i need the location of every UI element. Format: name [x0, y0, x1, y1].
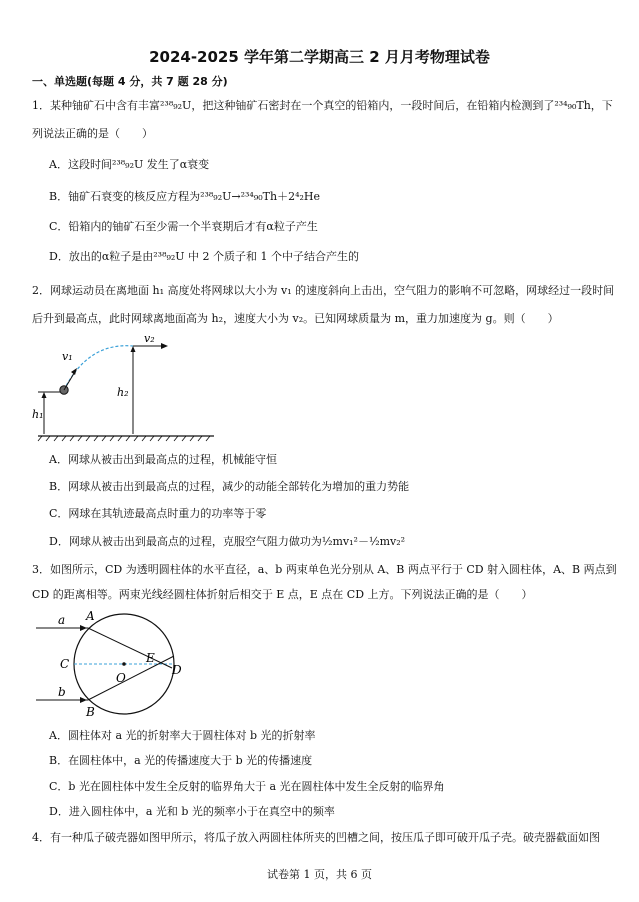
- q3-label-B: B: [86, 705, 95, 719]
- q3-figure: [30, 606, 200, 720]
- q3-option-a: A．圆柱体对 a 光的折射率大于圆柱体对 b 光的折射率: [49, 729, 316, 742]
- q3-option-c: C．b 光在圆柱体中发生全反射的临界角大于 a 光在圆柱体中发生全反射的临界角: [49, 780, 445, 793]
- q1-option-b: B．铀矿石衰变的核反应方程为²³⁸₉₂U→²³⁴₉₀Th＋2⁴₂He: [49, 190, 321, 203]
- page-footer: 试卷第 1 页，共 6 页: [267, 868, 372, 881]
- q2-option-d: D．网球从被击出到最高点的过程，克服空气阻力做功为½mv₁²－½mv₂²: [49, 535, 406, 548]
- q2-stem-line1: 2．网球运动员在离地面 h₁ 高度处将网球以大小为 v₁ 的速度斜向上击出，空气阻力的影响不可忽略，网球经过一段时间: [32, 284, 615, 297]
- q3-label-D: D: [172, 663, 182, 677]
- q3-option-b: B．在圆柱体中，a 光的传播速度大于 b 光的传播速度: [49, 754, 313, 767]
- q1-option-c: C．铅箱内的铀矿石至少需一个半衰期后才有α粒子产生: [49, 220, 318, 233]
- q1-option-a: A．这段时间²³⁸₉₂U 发生了α衰变: [49, 158, 210, 171]
- q3-stem-line1: 3．如图所示，CD 为透明圆柱体的水平直径，a、b 两束单色光分别从 A、B 两点平行于 CD 射入圆柱体，A、B 两点到: [32, 563, 617, 576]
- q2-option-a: A．网球从被击出到最高点的过程，机械能守恒: [49, 453, 277, 466]
- q2-option-b: B．网球从被击出到最高点的过程，减少的动能全部转化为增加的重力势能: [49, 480, 410, 493]
- page-title: 2024-2025 学年第二学期高三 2 月月考物理试卷: [149, 48, 490, 66]
- q4-stem-line1: 4．有一种瓜子破壳器如图甲所示，将瓜子放入两圆柱体所夹的凹槽之间，按压瓜子即可破开瓜子壳。破壳器截面如图: [32, 831, 600, 844]
- q2-label-h1: h₁: [32, 408, 44, 421]
- q2-figure: [28, 330, 228, 442]
- q1-stem-line2: 列说法正确的是（ ）: [32, 127, 153, 140]
- q3-label-A: A: [86, 609, 95, 623]
- q2-label-h2: h₂: [117, 386, 129, 399]
- section-heading: 一、单选题(每题 4 分，共 7 题 28 分): [32, 75, 228, 88]
- q2-stem-line2: 后升到最高点，此时网球离地面高为 h₂，速度大小为 v₂。已知网球质量为 m，重力加速度为 g。则（ ）: [32, 312, 559, 325]
- q2-label-v1: v₁: [62, 350, 73, 363]
- q2-option-c: C．网球在其轨迹最高点时重力的功率等于零: [49, 507, 267, 520]
- q3-label-O: O: [116, 671, 126, 685]
- q3-label-a: a: [58, 613, 66, 627]
- q3-label-b: b: [58, 685, 66, 699]
- q1-option-d: D．放出的α粒子是由²³⁸₉₂U 中 2 个质子和 1 个中子结合产生的: [49, 250, 360, 263]
- q3-option-d: D．进入圆柱体中，a 光和 b 光的频率小于在真空中的频率: [49, 805, 335, 818]
- q1-stem-line1: 1．某种铀矿石中含有丰富²³⁸₉₂U，把这种铀矿石密封在一个真空的铅箱内，一段时间后，在铅箱内检测到了²³⁴₉₀Th，下: [32, 99, 613, 112]
- q2-label-v2: v₂: [144, 332, 155, 345]
- q3-label-C: C: [60, 657, 70, 671]
- q3-label-E: E: [146, 651, 155, 665]
- q3-stem-line2: CD 的距离相等。两束光线经圆柱体折射后相交于 E 点，E 点在 CD 上方。下列说法正确的是（ ）: [32, 588, 533, 601]
